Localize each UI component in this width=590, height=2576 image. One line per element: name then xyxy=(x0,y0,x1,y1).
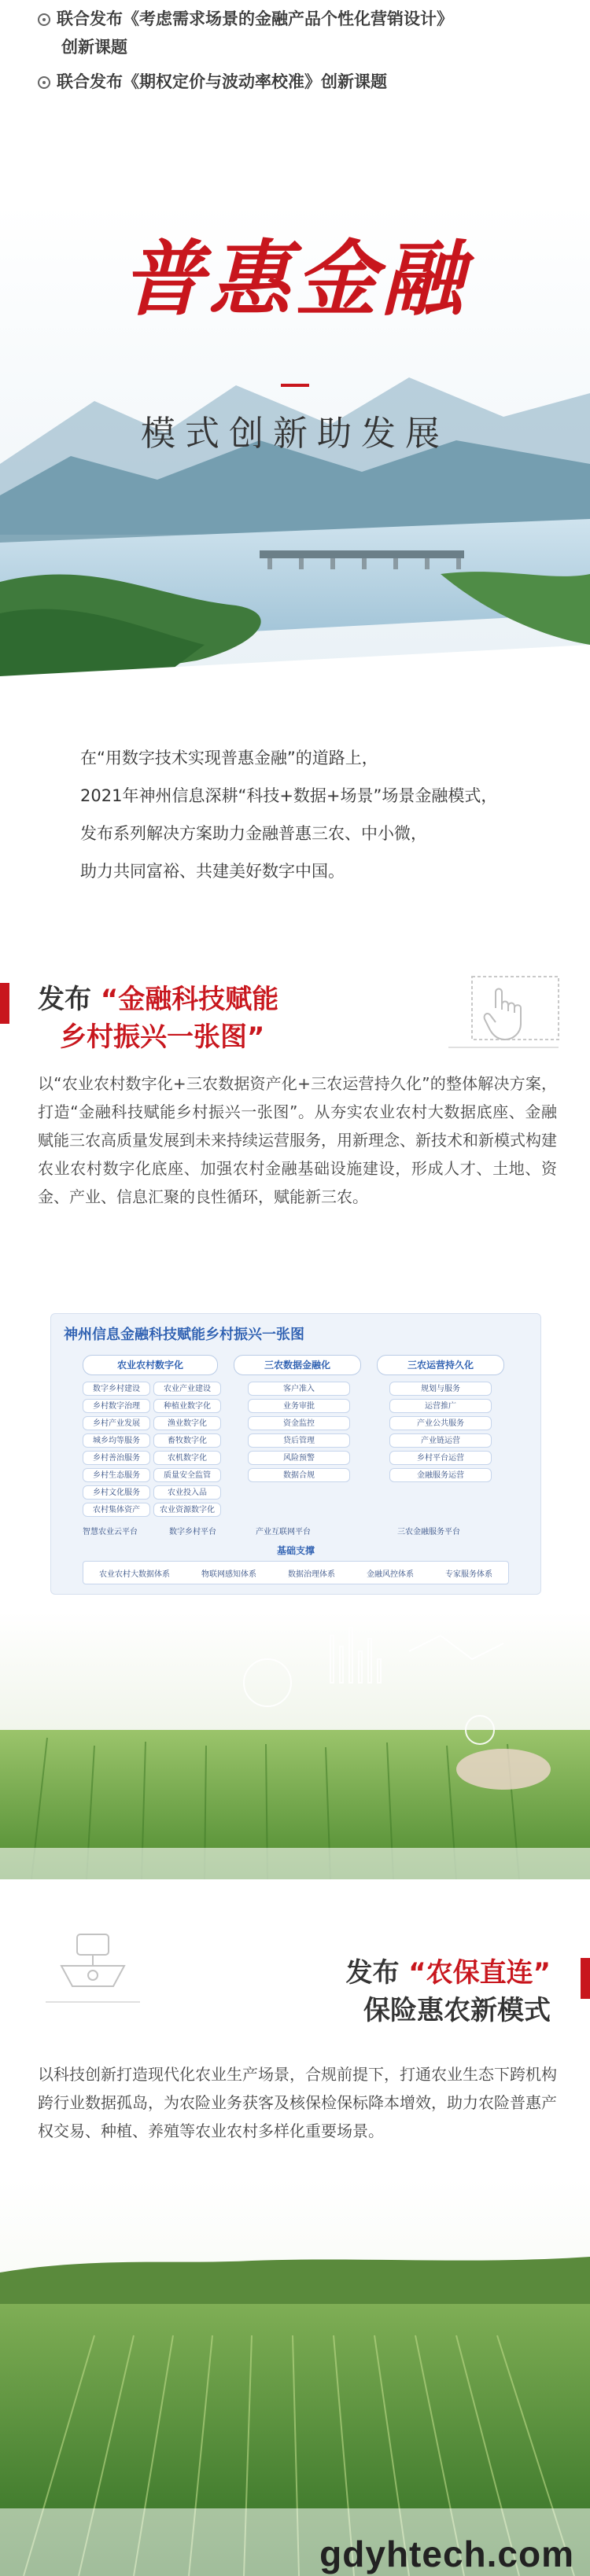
hand-tap-icon xyxy=(441,961,566,1066)
diagram-col1-item: 农业资源数字化 xyxy=(153,1503,221,1517)
diagram-col1-item: 乡村善治服务 xyxy=(83,1451,150,1465)
bullet-text-cont: 创新课题 xyxy=(61,38,127,57)
diagram-base-item: 金融风控体系 xyxy=(367,1570,414,1579)
section2-title-quote: “农保直连” xyxy=(408,1957,551,1989)
circle-bullet-icon xyxy=(38,76,50,89)
intro-line-2: 2021年神州信息深耕“科技+数据+场景”场景金融模式， xyxy=(80,786,498,805)
section1-title-quote: “金融科技赋能 xyxy=(100,984,279,1015)
diagram-col1-item: 乡村生态服务 xyxy=(83,1468,150,1482)
section1-paragraph: 以“农业农村数字化+三农数据资产化+三农运营持久化”的整体解决方案，打造“金融科技赋能乡村振兴一张图”。从夯实农业农村大数据底座、金融赋能三农高质量发展到未来持续运营服务，用新理念、新技术和新模式构建农业农村数字化底座、加强农村金融基础设施建设，形成人才、土地、资金、产业、信息汇聚的良性循环，赋能新三农。 xyxy=(38,1074,557,1206)
diagram-col3-item: 运营推广 xyxy=(389,1399,492,1413)
diagram-title: 神州信息金融科技赋能乡村振兴一张图 xyxy=(64,1327,304,1343)
section1-title-line1 xyxy=(38,981,278,1018)
diagram-col3-item: 金融服务运营 xyxy=(389,1468,492,1482)
diagram-col3-item: 规划与服务 xyxy=(389,1382,492,1396)
diagram-col1-item: 农业投入品 xyxy=(153,1485,221,1500)
intro-line-1: 在“用数字技术实现普惠金融”的道路上， xyxy=(80,749,378,767)
wheat-field-illustration xyxy=(0,1612,590,1879)
diagram-base-item: 数据治理体系 xyxy=(288,1570,335,1579)
diagram-base-item: 专家服务体系 xyxy=(445,1570,492,1579)
diagram-base-item: 物联网感知体系 xyxy=(201,1570,256,1579)
diagram-col2-item: 贷后管理 xyxy=(248,1433,350,1448)
bullet-item-1 xyxy=(38,5,453,61)
diagram-col1-item: 数字乡村建设 xyxy=(83,1382,150,1396)
section2-title-prefix: 发布 xyxy=(345,1957,400,1989)
diagram-col3-item: 产业链运营 xyxy=(389,1433,492,1448)
green-field-photo xyxy=(0,2178,590,2576)
diagram-col1-item: 种植业数字化 xyxy=(153,1399,221,1413)
diagram-col1-item: 农业产业建设 xyxy=(153,1382,221,1396)
section2-title-line2: 保险惠农新模式 xyxy=(363,1995,551,2026)
rural-revitalization-diagram xyxy=(50,1313,541,1595)
diagram-col1-item: 渔业数字化 xyxy=(153,1416,221,1430)
diagram-bottom-mid2: 产业互联网平台 xyxy=(256,1528,311,1536)
section1-title-prefix: 发布 xyxy=(38,984,91,1015)
diagram-col3-header: 三农运营持久化 xyxy=(377,1355,504,1375)
diagram-col1-item: 乡村产业发展 xyxy=(83,1416,150,1430)
diagram-col2-item: 风险预警 xyxy=(248,1451,350,1465)
smart-agriculture-photo xyxy=(0,1612,590,1879)
bullet-text: 联合发布《期权定价与波动率校准》创新课题 xyxy=(57,72,387,91)
diagram-col1-item: 质量安全监管 xyxy=(153,1468,221,1482)
hero-calligraphy: 普惠金融 xyxy=(121,230,468,327)
diagram-bottom-left: 智慧农业云平台 xyxy=(83,1528,138,1536)
diagram-base-item: 农业农村大数据体系 xyxy=(99,1570,170,1579)
diagram-col1-header: 农业农村数字化 xyxy=(83,1355,218,1375)
bullet-text: 联合发布《考虑需求场景的金融产品个性化营销设计》 xyxy=(57,9,453,28)
diagram-col2-item: 业务审批 xyxy=(248,1399,350,1413)
diagram-base-label: 基础支撑 xyxy=(276,1545,315,1556)
section2-paragraph: 以科技创新打造现代化农业生产场景，合规前提下，打通农业生态下跨机构跨行业数据孤岛，为农险业务获客及核保检保标降本增效，助力农险普惠产权交易、种植、养殖等农业农村多样化重要场景。 xyxy=(38,2065,557,2140)
intro-line-4: 助力共同富裕、共建美好数字中国。 xyxy=(80,862,345,881)
diagram-bottom-mid1: 数字乡村平台 xyxy=(169,1528,216,1536)
diagram-col3-item: 乡村平台运营 xyxy=(389,1451,492,1465)
diagram-base-items xyxy=(83,1561,509,1584)
intro-line-3: 发布系列解决方案助力金融普惠三农、中小微， xyxy=(80,824,427,843)
diagram-col1-item: 乡村数字治理 xyxy=(83,1399,150,1413)
section2-accent-bar xyxy=(581,1958,590,1999)
diagram-col2-item: 资金监控 xyxy=(248,1416,350,1430)
diagram-col1-item: 农机数字化 xyxy=(153,1451,221,1465)
section2-title-line1 xyxy=(0,1955,551,1991)
diagram-col1-item: 农村集体资产 xyxy=(83,1503,150,1517)
diagram-col1-item: 畜牧数字化 xyxy=(153,1433,221,1448)
site-watermark: gdyhtech.com xyxy=(319,2534,574,2574)
diagram-col2-header: 三农数据金融化 xyxy=(234,1355,361,1375)
hero-divider xyxy=(281,384,309,387)
diagram-col2-item: 客户准入 xyxy=(248,1382,350,1396)
section1-title-line2: 乡村振兴一张图” xyxy=(60,1021,265,1053)
diagram-col1-item: 城乡均等服务 xyxy=(83,1433,150,1448)
diagram-col2-item: 数据合规 xyxy=(248,1468,350,1482)
circle-bullet-icon xyxy=(38,13,50,26)
diagram-col1-item: 乡村文化服务 xyxy=(83,1485,150,1500)
bullet-item-2 xyxy=(38,68,387,96)
diagram-bottom-right: 三农金融服务平台 xyxy=(397,1528,460,1536)
diagram-col3-item: 产业公共服务 xyxy=(389,1416,492,1430)
hero-subtitle: 模式创新助发展 xyxy=(141,414,449,454)
section1-accent-bar xyxy=(0,983,9,1024)
crop-field-illustration xyxy=(0,2178,590,2576)
